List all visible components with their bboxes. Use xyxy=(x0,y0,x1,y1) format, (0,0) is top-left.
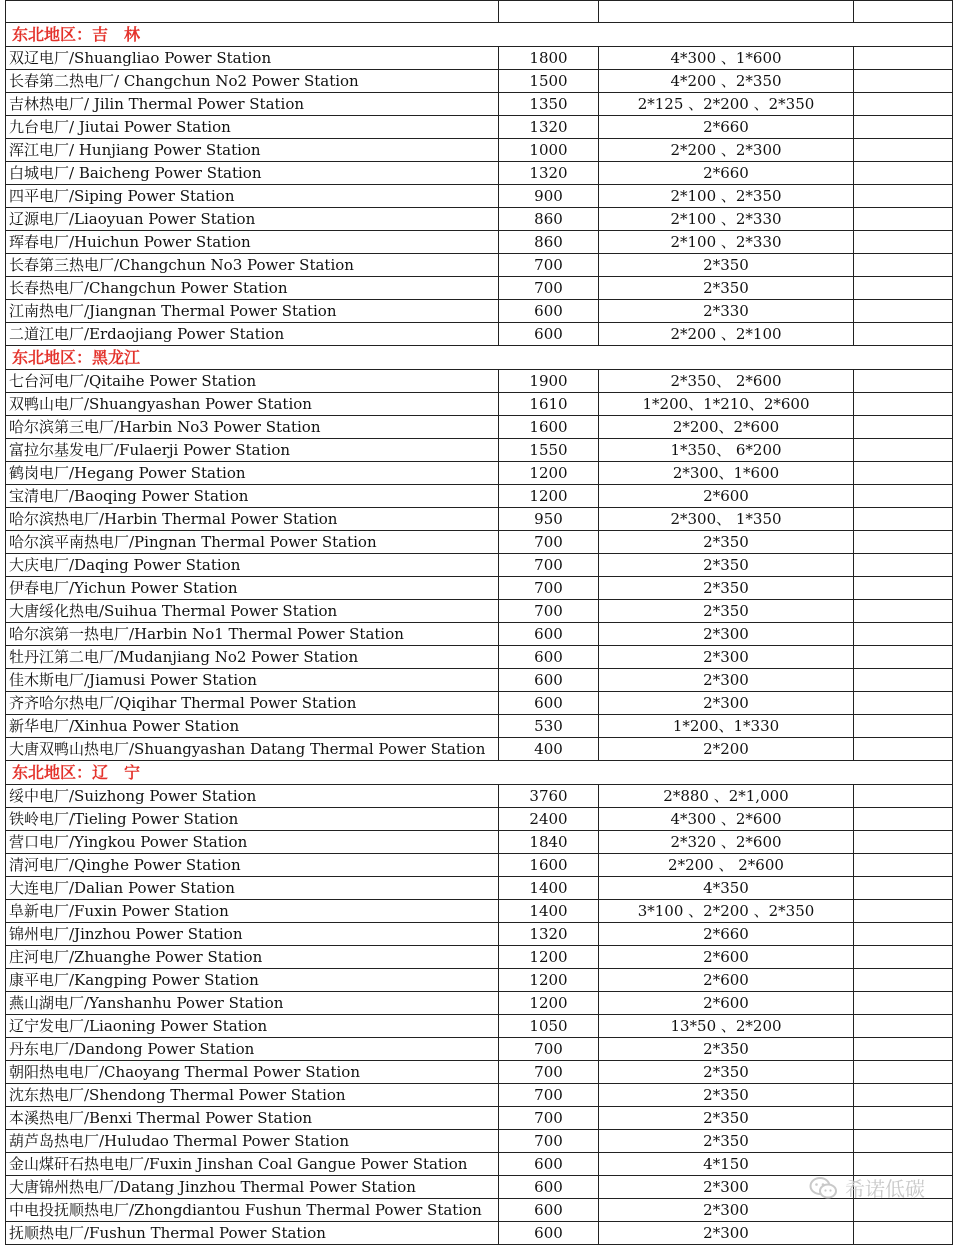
units-cell: 2*300、1*600 xyxy=(598,462,853,484)
capacity-cell: 900 xyxy=(498,185,598,207)
capacity-cell: 2400 xyxy=(498,808,598,830)
capacity-cell: 700 xyxy=(498,1107,598,1129)
station-name-cell: 铁岭电厂/Tieling Power Station xyxy=(5,808,498,830)
units-cell: 2*600 xyxy=(598,992,853,1014)
units-cell: 1*200、1*210、2*600 xyxy=(598,393,853,415)
capacity-cell: 1900 xyxy=(498,370,598,392)
section-header: 东北地区：黑龙江 xyxy=(5,346,953,370)
capacity-cell: 600 xyxy=(498,669,598,691)
empty-cell xyxy=(853,47,953,69)
station-name-cell: 浑江电厂/ Hunjiang Power Station xyxy=(5,139,498,161)
table-cell xyxy=(598,1,853,22)
capacity-cell: 700 xyxy=(498,1084,598,1106)
table-row xyxy=(5,208,953,231)
capacity-cell: 600 xyxy=(498,1153,598,1175)
capacity-cell: 600 xyxy=(498,692,598,714)
table-row xyxy=(5,416,953,439)
units-cell: 2*350 xyxy=(598,577,853,599)
table-row xyxy=(5,393,953,416)
capacity-cell: 600 xyxy=(498,623,598,645)
station-name-cell: 哈尔滨第一热电厂/Harbin No1 Thermal Power Station xyxy=(5,623,498,645)
table-cell xyxy=(498,1,598,22)
table-row xyxy=(5,139,953,162)
capacity-cell: 1610 xyxy=(498,393,598,415)
station-name-cell: 丹东电厂/Dandong Power Station xyxy=(5,1038,498,1060)
capacity-cell: 1550 xyxy=(498,439,598,461)
capacity-cell: 1200 xyxy=(498,485,598,507)
units-cell: 2*125 、2*200 、2*350 xyxy=(598,93,853,115)
capacity-cell: 700 xyxy=(498,600,598,622)
empty-cell xyxy=(853,646,953,668)
units-cell: 2*350 xyxy=(598,254,853,276)
units-cell: 4*200 、2*350 xyxy=(598,70,853,92)
station-name-cell: 葫芦岛热电厂/Huludao Thermal Power Station xyxy=(5,1130,498,1152)
units-cell: 2*660 xyxy=(598,162,853,184)
empty-cell xyxy=(853,300,953,322)
section-header: 东北地区：吉 林 xyxy=(5,23,953,47)
empty-cell xyxy=(853,854,953,876)
table-row xyxy=(5,462,953,485)
units-cell: 2*350 xyxy=(598,600,853,622)
table-row xyxy=(5,923,953,946)
station-name-cell: 大连电厂/Dalian Power Station xyxy=(5,877,498,899)
capacity-cell: 860 xyxy=(498,231,598,253)
empty-cell xyxy=(853,323,953,345)
empty-cell xyxy=(853,93,953,115)
station-name-cell: 绥中电厂/Suizhong Power Station xyxy=(5,785,498,807)
capacity-cell: 1200 xyxy=(498,969,598,991)
units-cell: 2*300、 1*350 xyxy=(598,508,853,530)
units-cell: 2*350 xyxy=(598,554,853,576)
units-cell: 2*350、 2*600 xyxy=(598,370,853,392)
station-name-cell: 长春热电厂/Changchun Power Station xyxy=(5,277,498,299)
units-cell: 2*100 、2*330 xyxy=(598,231,853,253)
station-name-cell: 燕山湖电厂/Yanshanhu Power Station xyxy=(5,992,498,1014)
empty-cell xyxy=(853,1038,953,1060)
units-cell: 2*300 xyxy=(598,1199,853,1221)
table-row xyxy=(5,370,953,393)
table-row xyxy=(5,1015,953,1038)
capacity-cell: 530 xyxy=(498,715,598,737)
table-row xyxy=(5,877,953,900)
units-cell: 2*100 、2*330 xyxy=(598,208,853,230)
capacity-cell: 1320 xyxy=(498,116,598,138)
capacity-cell: 700 xyxy=(498,1130,598,1152)
capacity-cell: 1800 xyxy=(498,47,598,69)
units-cell: 2*300 xyxy=(598,692,853,714)
station-name-cell: 辽宁发电厂/Liaoning Power Station xyxy=(5,1015,498,1037)
table-row xyxy=(5,323,953,346)
capacity-cell: 1350 xyxy=(498,93,598,115)
empty-cell xyxy=(853,554,953,576)
table-row xyxy=(5,808,953,831)
table-row xyxy=(5,854,953,877)
station-name-cell: 宝清电厂/Baoqing Power Station xyxy=(5,485,498,507)
table-row xyxy=(5,692,953,715)
station-name-cell: 营口电厂/Yingkou Power Station xyxy=(5,831,498,853)
station-name-cell: 抚顺热电厂/Fushun Thermal Power Station xyxy=(5,1222,498,1244)
capacity-cell: 600 xyxy=(498,646,598,668)
station-name-cell: 朝阳热电电厂/Chaoyang Thermal Power Station xyxy=(5,1061,498,1083)
capacity-cell: 1840 xyxy=(498,831,598,853)
capacity-cell: 700 xyxy=(498,254,598,276)
empty-cell xyxy=(853,162,953,184)
units-cell: 3*100 、2*200 、2*350 xyxy=(598,900,853,922)
capacity-cell: 1320 xyxy=(498,923,598,945)
empty-cell xyxy=(853,70,953,92)
units-cell: 2*350 xyxy=(598,277,853,299)
station-name-cell: 白城电厂/ Baicheng Power Station xyxy=(5,162,498,184)
empty-cell xyxy=(853,785,953,807)
table-row xyxy=(5,738,953,761)
capacity-cell: 3760 xyxy=(498,785,598,807)
capacity-cell: 600 xyxy=(498,323,598,345)
empty-cell xyxy=(853,439,953,461)
empty-cell xyxy=(853,1015,953,1037)
capacity-cell: 860 xyxy=(498,208,598,230)
empty-cell xyxy=(853,831,953,853)
units-cell: 2*600 xyxy=(598,946,853,968)
empty-cell xyxy=(853,577,953,599)
empty-cell xyxy=(853,877,953,899)
station-name-cell: 新华电厂/Xinhua Power Station xyxy=(5,715,498,737)
table-row xyxy=(5,1084,953,1107)
table-row xyxy=(5,1061,953,1084)
table-top-row xyxy=(5,0,953,23)
station-name-cell: 吉林热电厂/ Jilin Thermal Power Station xyxy=(5,93,498,115)
units-cell: 2*300 xyxy=(598,623,853,645)
empty-cell xyxy=(853,531,953,553)
units-cell: 2*200 xyxy=(598,738,853,760)
units-cell: 2*880 、2*1,000 xyxy=(598,785,853,807)
station-name-cell: 辽源电厂/Liaoyuan Power Station xyxy=(5,208,498,230)
capacity-cell: 700 xyxy=(498,1061,598,1083)
station-name-cell: 中电投抚顺热电厂/Zhongdiantou Fushun Thermal Power Station xyxy=(5,1199,498,1221)
table-row xyxy=(5,1199,953,1222)
empty-cell xyxy=(853,485,953,507)
table-row xyxy=(5,646,953,669)
units-cell: 2*200、2*600 xyxy=(598,416,853,438)
table-row xyxy=(5,946,953,969)
empty-cell xyxy=(853,1199,953,1221)
empty-cell xyxy=(853,1130,953,1152)
table-row xyxy=(5,531,953,554)
capacity-cell: 700 xyxy=(498,1038,598,1060)
units-cell: 4*350 xyxy=(598,877,853,899)
units-cell: 2*300 xyxy=(598,1176,853,1198)
section-header: 东北地区：辽 宁 xyxy=(5,761,953,785)
units-cell: 4*300 、2*600 xyxy=(598,808,853,830)
units-cell: 2*350 xyxy=(598,1038,853,1060)
empty-cell xyxy=(853,370,953,392)
empty-cell xyxy=(853,738,953,760)
empty-cell xyxy=(853,715,953,737)
table-row xyxy=(5,1107,953,1130)
empty-cell xyxy=(853,139,953,161)
station-name-cell: 清河电厂/Qinghe Power Station xyxy=(5,854,498,876)
capacity-cell: 600 xyxy=(498,1199,598,1221)
empty-cell xyxy=(853,277,953,299)
station-name-cell: 庄河电厂/Zhuanghe Power Station xyxy=(5,946,498,968)
capacity-cell: 1200 xyxy=(498,992,598,1014)
units-cell: 1*350、 6*200 xyxy=(598,439,853,461)
empty-cell xyxy=(853,185,953,207)
table-row xyxy=(5,47,953,70)
station-name-cell: 长春第三热电厂/Changchun No3 Power Station xyxy=(5,254,498,276)
station-name-cell: 齐齐哈尔热电厂/Qiqihar Thermal Power Station xyxy=(5,692,498,714)
station-name-cell: 四平电厂/Siping Power Station xyxy=(5,185,498,207)
empty-cell xyxy=(853,946,953,968)
table-row xyxy=(5,231,953,254)
table-row xyxy=(5,785,953,808)
empty-cell xyxy=(853,231,953,253)
station-name-cell: 二道江电厂/Erdaojiang Power Station xyxy=(5,323,498,345)
station-name-cell: 牡丹江第二电厂/Mudanjiang No2 Power Station xyxy=(5,646,498,668)
station-name-cell: 大唐锦州热电厂/Datang Jinzhou Thermal Power Station xyxy=(5,1176,498,1198)
units-cell: 2*600 xyxy=(598,969,853,991)
watermark xyxy=(809,1173,925,1202)
table-row xyxy=(5,1038,953,1061)
units-cell: 2*200 、2*300 xyxy=(598,139,853,161)
table-row xyxy=(5,93,953,116)
capacity-cell: 1320 xyxy=(498,162,598,184)
table-row xyxy=(5,669,953,692)
station-name-cell: 大庆电厂/Daqing Power Station xyxy=(5,554,498,576)
station-name-cell: 九台电厂/ Jiutai Power Station xyxy=(5,116,498,138)
empty-cell xyxy=(853,692,953,714)
units-cell: 2*660 xyxy=(598,923,853,945)
capacity-cell: 700 xyxy=(498,531,598,553)
empty-cell xyxy=(853,808,953,830)
table-row xyxy=(5,969,953,992)
table-row xyxy=(5,485,953,508)
capacity-cell: 600 xyxy=(498,1176,598,1198)
units-cell: 13*50 、2*200 xyxy=(598,1015,853,1037)
station-name-cell: 锦州电厂/Jinzhou Power Station xyxy=(5,923,498,945)
table-cell xyxy=(5,1,498,22)
station-name-cell: 哈尔滨热电厂/Harbin Thermal Power Station xyxy=(5,508,498,530)
capacity-cell: 1400 xyxy=(498,900,598,922)
station-name-cell: 双辽电厂/Shuangliao Power Station xyxy=(5,47,498,69)
units-cell: 2*320 、2*600 xyxy=(598,831,853,853)
units-cell: 2*300 xyxy=(598,646,853,668)
capacity-cell: 950 xyxy=(498,508,598,530)
units-cell: 2*350 xyxy=(598,1107,853,1129)
units-cell: 2*600 xyxy=(598,485,853,507)
table-row xyxy=(5,831,953,854)
table-cell xyxy=(853,1,953,22)
table-row xyxy=(5,554,953,577)
station-name-cell: 双鸭山电厂/Shuangyashan Power Station xyxy=(5,393,498,415)
empty-cell xyxy=(853,969,953,991)
wechat-icon xyxy=(809,1176,839,1200)
empty-cell xyxy=(853,623,953,645)
station-name-cell: 江南热电厂/Jiangnan Thermal Power Station xyxy=(5,300,498,322)
table-row xyxy=(5,116,953,139)
units-cell: 2*660 xyxy=(598,116,853,138)
table-row xyxy=(5,577,953,600)
station-name-cell: 哈尔滨平南热电厂/Pingnan Thermal Power Station xyxy=(5,531,498,553)
station-name-cell: 沈东热电厂/Shendong Thermal Power Station xyxy=(5,1084,498,1106)
station-name-cell: 伊春电厂/Yichun Power Station xyxy=(5,577,498,599)
table-row xyxy=(5,623,953,646)
table-row xyxy=(5,277,953,300)
watermark-text: 希诺低碳 xyxy=(845,1177,925,1201)
units-cell: 2*200 、 2*600 xyxy=(598,854,853,876)
table-row xyxy=(5,508,953,531)
station-name-cell: 长春第二热电厂/ Changchun No2 Power Station xyxy=(5,70,498,92)
station-name-cell: 本溪热电厂/Benxi Thermal Power Station xyxy=(5,1107,498,1129)
empty-cell xyxy=(853,116,953,138)
table-row xyxy=(5,992,953,1015)
capacity-cell: 700 xyxy=(498,577,598,599)
table-row xyxy=(5,600,953,623)
capacity-cell: 1400 xyxy=(498,877,598,899)
station-name-cell: 大唐双鸭山热电厂/Shuangyashan Datang Thermal Power Station xyxy=(5,738,498,760)
empty-cell xyxy=(853,254,953,276)
capacity-cell: 1600 xyxy=(498,854,598,876)
table-row xyxy=(5,1222,953,1245)
capacity-cell: 1200 xyxy=(498,946,598,968)
table-row xyxy=(5,185,953,208)
station-name-cell: 大唐绥化热电/Suihua Thermal Power Station xyxy=(5,600,498,622)
capacity-cell: 1500 xyxy=(498,70,598,92)
table-row xyxy=(5,70,953,93)
empty-cell xyxy=(853,508,953,530)
capacity-cell: 1200 xyxy=(498,462,598,484)
table-row xyxy=(5,300,953,323)
capacity-cell: 700 xyxy=(498,277,598,299)
station-name-cell: 阜新电厂/Fuxin Power Station xyxy=(5,900,498,922)
units-cell: 1*200、1*330 xyxy=(598,715,853,737)
table-row xyxy=(5,1130,953,1153)
station-name-cell: 七台河电厂/Qitaihe Power Station xyxy=(5,370,498,392)
units-cell: 2*100 、2*350 xyxy=(598,185,853,207)
empty-cell xyxy=(853,900,953,922)
table-row xyxy=(5,439,953,462)
units-cell: 2*350 xyxy=(598,1130,853,1152)
empty-cell xyxy=(853,462,953,484)
units-cell: 2*350 xyxy=(598,1084,853,1106)
empty-cell xyxy=(853,1222,953,1244)
capacity-cell: 600 xyxy=(498,1222,598,1244)
capacity-cell: 700 xyxy=(498,554,598,576)
empty-cell xyxy=(853,600,953,622)
empty-cell xyxy=(853,1153,953,1175)
capacity-cell: 400 xyxy=(498,738,598,760)
units-cell: 2*350 xyxy=(598,1061,853,1083)
table-row xyxy=(5,715,953,738)
empty-cell xyxy=(853,992,953,1014)
units-cell: 4*300 、1*600 xyxy=(598,47,853,69)
capacity-cell: 1600 xyxy=(498,416,598,438)
station-name-cell: 哈尔滨第三电厂/Harbin No3 Power Station xyxy=(5,416,498,438)
station-name-cell: 康平电厂/Kangping Power Station xyxy=(5,969,498,991)
capacity-cell: 1000 xyxy=(498,139,598,161)
units-cell: 2*300 xyxy=(598,669,853,691)
station-name-cell: 佳木斯电厂/Jiamusi Power Station xyxy=(5,669,498,691)
power-station-table xyxy=(5,0,953,1245)
empty-cell xyxy=(853,208,953,230)
empty-cell xyxy=(853,1107,953,1129)
station-name-cell: 金山煤矸石热电电厂/Fuxin Jinshan Coal Gangue Power Station xyxy=(5,1153,498,1175)
capacity-cell: 1050 xyxy=(498,1015,598,1037)
table-row xyxy=(5,162,953,185)
station-name-cell: 鹤岗电厂/Hegang Power Station xyxy=(5,462,498,484)
empty-cell xyxy=(853,393,953,415)
empty-cell xyxy=(853,1061,953,1083)
units-cell: 4*150 xyxy=(598,1153,853,1175)
units-cell: 2*330 xyxy=(598,300,853,322)
capacity-cell: 600 xyxy=(498,300,598,322)
empty-cell xyxy=(853,669,953,691)
empty-cell xyxy=(853,923,953,945)
empty-cell xyxy=(853,416,953,438)
empty-cell xyxy=(853,1084,953,1106)
units-cell: 2*300 xyxy=(598,1222,853,1244)
station-name-cell: 珲春电厂/Huichun Power Station xyxy=(5,231,498,253)
units-cell: 2*350 xyxy=(598,531,853,553)
station-name-cell: 富拉尔基发电厂/Fulaerji Power Station xyxy=(5,439,498,461)
units-cell: 2*200 、2*100 xyxy=(598,323,853,345)
table-row xyxy=(5,254,953,277)
table-row xyxy=(5,900,953,923)
